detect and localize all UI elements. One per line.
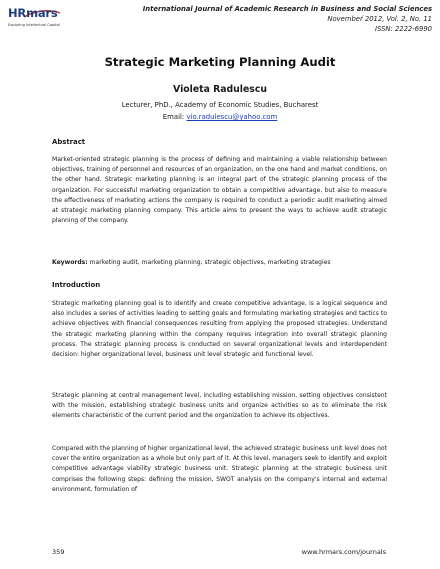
abstract-text: Market-oriented strategic planning is the process of defining and maintaining a viable relationship between objectives, training of personnel and resources of an organization, on the one hand and market conditions, on the other hand. Strategic marketing planning is an integral part of the strategic planning process of the organization. For successful marketing organization to obtain a competitive advantage, but also to measure the effectiveness of marketing actions the company is required to conduct a periodic audit marketing aimed at strategic marketing planning company. This article aims to present the ways to achieve audit strategic planning of the company.: [52, 156, 387, 225]
keywords-label: Keywords:: [52, 259, 88, 266]
logo-wordmark: HRmars: [8, 6, 58, 20]
intro-paragraph-1: Strategic marketing planning goal is to identify and create competitive advantage, is a logical sequence and also includes a series of activities leading to setting goals and formulating marketing strategies and tactics to achieve objectives with financial consequences resulting from applying the proposed strategies. Understand the strategic marketing planning within the company requires integration into overall strategic planning process. The strategic planning process is conducted on several organizational levels and interdependent decision: higher organizational level, business unit level strategic and functional level.: [52, 300, 387, 359]
author-affiliation: Lecturer, PhD., Academy of Economic Studies, Bucharest: [121, 101, 319, 109]
abstract-heading: Abstract: [52, 138, 86, 146]
journal-info: [143, 4, 432, 34]
email-link[interactable]: vio.radulescu@yahoo.com: [186, 113, 278, 121]
issn: ISSN: 2222-6990: [375, 25, 432, 33]
hrmars-logo: [8, 6, 70, 34]
intro-paragraph-3: Compared with the planning of higher organizational level, the achieved strategic business unit level does not cover the entire organization as a whole but only part of it. At this level, managers seek to identify and exploit competitive advantage viability strategic business unit. Strategic planning at the strategic business unit comprises the following steps: defining the mission, SWOT analysis on the company's internal and external environment, formulation of: [52, 445, 387, 493]
introduction-heading: Introduction: [52, 281, 101, 289]
logo-tagline: Exploring Intellectual Capital: [8, 23, 60, 27]
email-label: Email:: [162, 113, 185, 121]
keywords-line: [52, 258, 392, 268]
journal-website[interactable]: www.hrmars.com/journals: [301, 548, 386, 556]
intro-paragraph-2: Strategic planning at central management level, including establishing mission, setting objectives consistent with the mission, establishing strategic business units and organize activities so as to eliminate the risk elements characteristic of the current period and the organization to achieve its objectives.: [52, 392, 387, 420]
author-email-line: [0, 113, 440, 121]
issue-line: Novembeŕ 2012, Vol. 2, No. 11: [327, 15, 432, 23]
article-title: Strategic Marketing Planning Audit: [104, 55, 336, 69]
journal-title: International Journal of Academic Research in Business and Social Sciences: [142, 5, 432, 13]
keywords-text: marketing audit, marketing planning, strategic objectives, marketing strategies: [89, 259, 331, 266]
page-number: 359: [52, 548, 65, 556]
author-name: Violeta Radulescu: [173, 84, 267, 95]
